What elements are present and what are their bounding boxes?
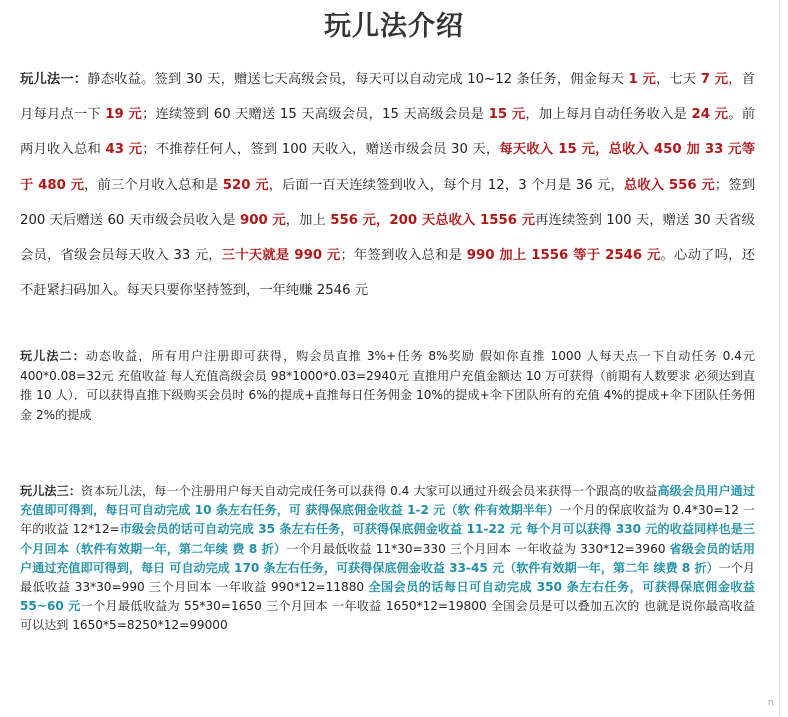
method-1-segment: 43 元 [105, 142, 143, 158]
method-1-segment: ；不推荐任何人，签到 100 天收入，赠送市级会员 30 天， [142, 142, 500, 158]
method-3-segment: 一个月的保底收益为 0.4*30=12 一年的收益 12*12= [20, 503, 755, 537]
method-1-segment: ，加上 [285, 212, 331, 228]
method-1-segment: 。前两月收入总和 [20, 107, 756, 158]
method-1-segment: 7 元 [700, 72, 729, 87]
method-1-segment: 再连续签到 100 天，赠送 30 天省级会员，省级会员每天收入 33 元， [20, 212, 755, 264]
method-1-segment: ，七天 [656, 72, 701, 87]
method-3-segment: 全国会员的话每日可自动完成 350 条左右任务，可获得保底佣金收益 55~60 元 [20, 580, 755, 614]
method-1-segment: 19 元 [105, 107, 143, 123]
method-1-segment: ；连续签到 60 天赠送 15 天高级会员，15 天高级会员是 [142, 107, 489, 123]
method-1-segment: 990 加上 1556 等于 2546 元 [466, 248, 661, 264]
method-1-segment: 1 元 [628, 72, 656, 87]
method-1-segment: ，首月每月点一下 [20, 72, 755, 123]
method-3-segment: 市级会员的话可自动完成 35 条左右任务，可获得保底佣金收益 11-22 元 每个月可以获得 330 元的收益同样也是三个月回本（软件有效期一年，第二年续 费 8 折） [20, 522, 755, 556]
method-2-segment: 动态收益，所有用户注册即可获得，购会员直推 3%+任务 8%奖励 假如你直推 1000 人每天点一下自动任务 0.4元 400*0.08=32元 充值收益 每人充值高级会员 98*1000*0.03=2940元 直推用户充值金额达 10 万可获得（前期有人数要求 必须达到直推 10 人）．可以获得直推下级购买会员时 6%的提成+直推每日任务佣金 10%的提成+伞下团队所有的充值 4%的提成+伞下团队任务佣金 2%的提成 [20, 349, 755, 422]
paragraph-method-3 [20, 482, 755, 636]
method-1-segment: ，前三个月收入总和是 [84, 177, 223, 193]
page-title: 玩儿法介绍 [324, 11, 464, 42]
method-1-segment: 900 元 [239, 212, 286, 228]
bottom-edge-mark: n [768, 698, 774, 708]
method-3-segment: 省级会员的话用户通过充值即可得到，每日 可自动完成 170 条左右任务，可获得保底佣金收益 33-45 元（软件有效期一年，第二年 续费 8 折） [20, 541, 755, 575]
method-2-segment: 玩儿法二： [20, 349, 86, 363]
method-1-segment: 520 元 [222, 177, 269, 193]
method-1-segment: 556 元，200 天总收入 1556 元 [330, 212, 536, 228]
method-1-segment: 玩儿法一： [20, 72, 88, 87]
method-3-segment: 一个月最低收益为 55*30=1650 三个月回本 一年收益 1650*12=19800 全国会员是可以叠加五次的 也就是说你最高收益 可以达到 1650*5=8250*12=99000 [20, 599, 755, 633]
method-3-segment: 一个月最低收益 33*30=990 三个月回本 一年收益 990*12=11880 [20, 560, 755, 595]
method-3-segment: 一个月最低收益 11*30=330 三个月回本 一年收益为 330*12=3960 [286, 541, 670, 556]
method-1-segment: 24 元 [691, 107, 729, 123]
right-border-line [779, 0, 780, 717]
method-3-segment: 资本玩儿法，每一个注册用户每天自动完成任务可以获得 0.4 大家可以通过升级会员来获得一个跟高的收益 [81, 484, 658, 498]
method-1-segment: 静态收益。签到 30 天，赠送七天高级会员，每天可以自动完成 10~12 条任务，佣金每天 [87, 72, 629, 87]
method-3-segment: 高级会员用户通过充值即可得到，每日可自动完成 10 条左右任务，可 获得保底佣金收益 1-2 元（软 件有效期半年） [20, 484, 755, 518]
method-1-segment: 。心动了吗，还不赶紧扫码加入。每天只要你坚持签到，一年纯赚 2546 元 [20, 248, 755, 299]
paragraph-method-2 [20, 347, 755, 425]
method-1-segment: ；年签到收入总和是 [340, 248, 467, 264]
method-1-segment: ；签到 200 天后赠送 60 天市级会员收入是 [20, 177, 756, 228]
paragraph-method-1 [20, 62, 755, 308]
method-1-segment: 15 元 [488, 107, 526, 123]
method-1-segment: ，后面一百天连续签到收入，每个月 12，3 个月是 36 元， [268, 177, 624, 193]
method-1-segment: 每天收入 15 元，总收入 450 加 33 元等于 480 元 [20, 142, 755, 193]
method-3-segment: 玩儿法三： [20, 484, 82, 498]
method-1-segment: 三十天就是 990 元 [221, 248, 341, 264]
method-1-segment: ，加上每月自动任务收入是 [525, 107, 692, 123]
method-1-segment: 总收入 556 元 [623, 177, 715, 193]
